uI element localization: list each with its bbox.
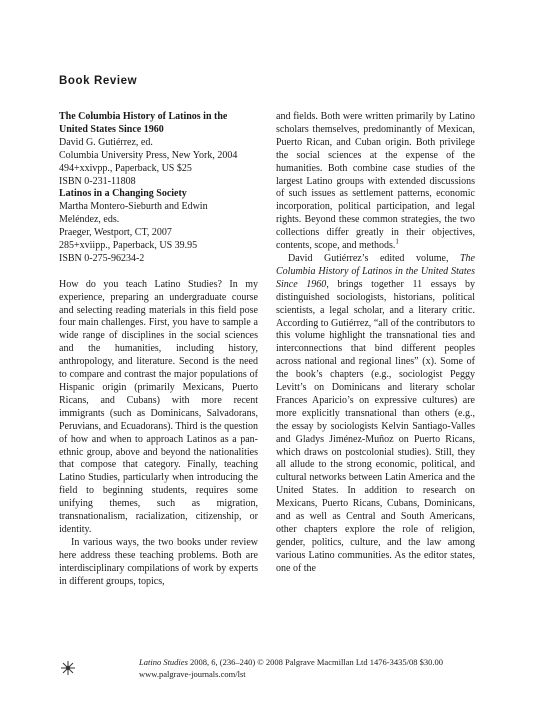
footer-citation: 2008, 6, (236–240) © 2008 Palgrave Macmillan Ltd 1476-3435/08 $30.00 (187, 657, 443, 667)
book-isbn-1: ISBN 0-231-11808 (59, 175, 136, 187)
book-title-1: The Columbia History of Latinos in the United States Since 1960 (59, 111, 228, 135)
book-citation-2 (59, 188, 258, 265)
right-column (276, 111, 475, 576)
body-paragraph-4 (276, 253, 475, 576)
book-citation-1 (59, 111, 258, 188)
body-paragraph-1: How do you teach Latino Studies? In my experience, preparing an undergraduate course and selecting reading materials in this field pose four main challenges. First, you have to sample a wide range of disciplines in the social sciences and the humanities, including history, anthropology, and literature. Second is the need to compare and contrast the major populations of Hispanic origin (primarily Mexicans, Puerto Ricans, and Cubans) with more recent immigrants (such as Dominicans, Salvadorans, Peruvians, and Ecuadorans). Third is the question of how and when to approach Latinos as a pan-ethnic group, above and beyond the nationalities that compose that category. Finally, teaching Latino Studies, particularly when introducing the field to beginning students, requires some unifying themes, such as migration, transnationalism, racialization, citizenship, or identity. (59, 278, 258, 535)
body-paragraph-3 (276, 111, 475, 253)
body-paragraph-4-b: , brings together 11 essays by distinguished sociologists, historians, political scientists, a legal scholar, and a literary critic. According to Gutiérrez, “all of the contributors to this volume highlight the transnational ties and interconnections that bind different peoples across national and regional lines” (x). Some of the book’s chapters (e.g., sociologist Peggy Levitt’s on Dominicans and literary scholar Frances Aparicio’s on expressive cultures) are more explicitly transnational than others (e.g., the essay by sociologists Kelvin Santiago-Valles and Gladys Jiménez-Muñoz on Puerto Ricans, which draws on postcolonial studies). Still, they all allude to the strong economic, political, and cultural networks between Latin America and the United States. In addition to research on Mexicans, Puerto Ricans, Cubans, Dominicans, and as well as Central and South Americans, other chapters explore the role of religion, gender, politics, culture, and the law among various Latino communities. As the editor states, one of the (276, 278, 475, 574)
left-column (59, 111, 258, 589)
body-paragraph-3-text: and fields. Both were written primarily by Latino scholars themselves, predominantly of Mexican, Puerto Rican, and Cuban origin. Both privilege the social sciences at the expense of the humanities. Both combine case studies of the largest Latino groups with extended discussions of such issues as settlement patterns, economic incorporation, political participation, and legal rights. Beyond these common strategies, the two collections differ greatly in their objectives, contents, scope, and methods. (276, 111, 475, 252)
book-authors-2b: Meléndez, eds. (59, 214, 120, 226)
book-pages-1: 494+xxivpp., Paperback, US $25 (59, 162, 192, 174)
book-publisher-1: Columbia University Press, New York, 2004 (59, 149, 238, 161)
journal-name: Latino Studies (139, 657, 188, 667)
body-paragraph-2: In various ways, the two books under review here address these teaching problems. Both are interdisciplinary compilations of work by experts in different groups, topics, (59, 536, 258, 587)
book-authors-2a: Martha Montero-Sieburth and Edwin (59, 201, 208, 213)
footer-url[interactable]: www.palgrave-journals.com/lst (139, 669, 246, 679)
footnote-marker: 1 (395, 237, 399, 246)
footer-citation-line (139, 657, 443, 667)
book-editor-1: David G. Gutiérrez, ed. (59, 136, 153, 148)
book-title-inline: The Columbia History of Latinos in the United States Since 1960 (276, 252, 475, 290)
section-label: Book Review (59, 75, 138, 87)
body-paragraph-4-a: David Gutiérrez’s edited volume, (288, 252, 460, 264)
footer-text (139, 656, 479, 680)
book-title-2: Latinos in a Changing Society (59, 188, 187, 200)
book-isbn-2: ISBN 0-275-96234-2 (59, 252, 145, 264)
book-pages-2: 285+xviipp., Paperback, US 39.95 (59, 240, 198, 252)
book-publisher-2: Praeger, Westport, CT, 2007 (59, 227, 172, 239)
publisher-logo-icon (60, 660, 76, 676)
